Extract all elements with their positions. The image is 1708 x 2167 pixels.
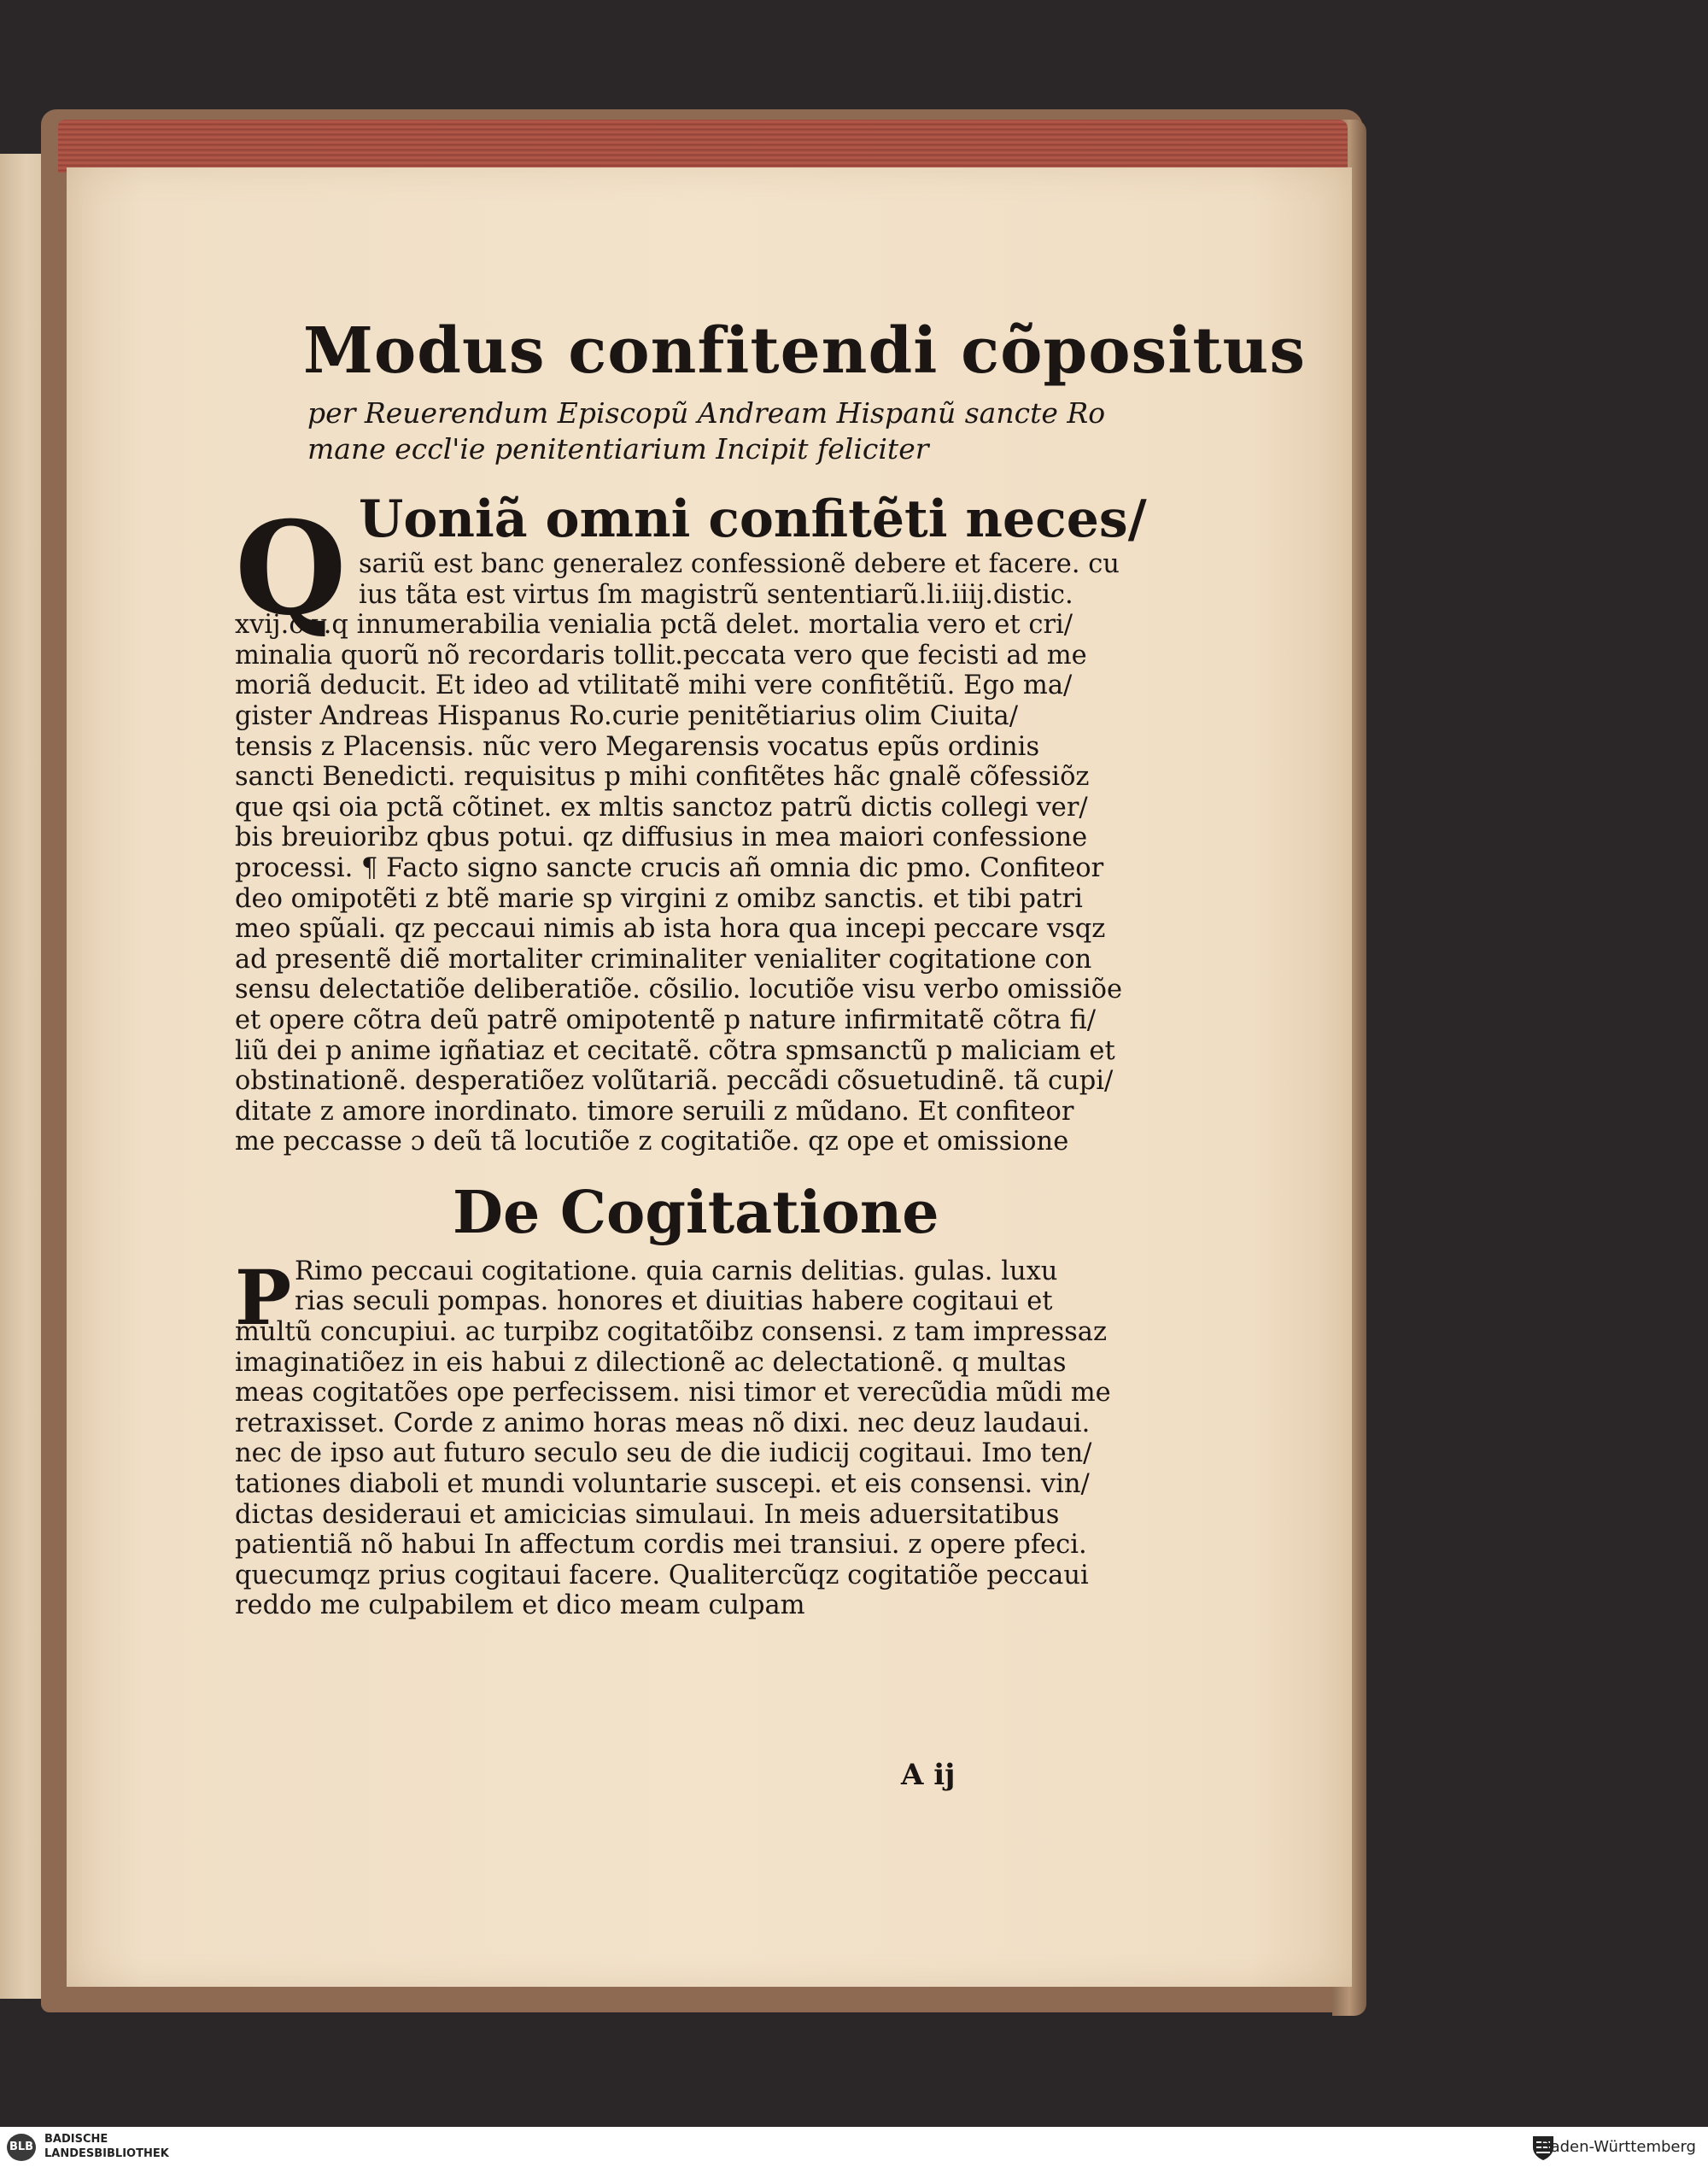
text-line: rias seculi pompas. honores et diuitias habere cogitaui et [295,1286,1053,1317]
text-line: ius tãta est virtus ſm magistrũ sententiarũ.li.iiij.distic. [359,579,1073,610]
section-paragraph [235,1252,1111,1621]
text-line: ditate z amore inordinato. timore seruili z mũdano. Et confiteor [235,1096,1074,1127]
text-line: Rimo peccaui cogitatione. quia carnis delitias. gulas. luxu [295,1256,1058,1286]
text-line: que qsi oia pctã cõtinet. ex mltis sanctoz patrũ dictis collegi ver/ [235,792,1088,823]
text-line: sensu delectatiõe deliberatiõe. cõsilio. locutiõe visu verbo omissiõe [235,975,1123,1005]
text-line: meas cogitatões ope perfecissem. nisi timor et verecũdia mũdi me [235,1378,1111,1409]
library-name [44,2132,169,2161]
section-title: De Cogitatione [453,1178,939,1247]
subtitle-line: mane eccl'ie penitentiarium Incipit feliciter [307,432,929,466]
text-line: liũ dei p anime igñatiaz et cecitatẽ. cõtra spmsanctũ p maliciam et [235,1035,1115,1066]
text-line: bis breuioribz qbus potui. qz diffusius in mea maiori confessione [235,823,1088,853]
text-line: me peccasse ɔ deũ tã locutiõe z cogitatiõe. qz ope et omissione [235,1127,1069,1157]
text-line: dictas desideraui et amicicias simulaui. In meis aduersitatibus [235,1499,1060,1530]
text-line: reddo me culpabilem et dico meam culpam [235,1590,805,1621]
text-line: moriã deducit. Et ideo ad vtilitatẽ mihi vere confitẽtiũ. Ego ma/ [235,671,1073,701]
page-title: Modus confitendi cõpositus [303,314,1307,388]
text-line: nec de ipso aut futuro seculo seu de die iudicij cogitaui. Imo ten/ [235,1438,1092,1469]
text-line: multũ concupiui. ac turpibz cogitatõibz consensi. z tam impressaz [235,1317,1108,1348]
text-line: meo spũali. qz peccaui nimis ab ista hora qua incepi peccare vsqz [235,914,1106,945]
text-line: quecumqz prius cogitaui facere. Qualitercũqz cogitatiõe peccaui [235,1560,1089,1590]
red-page-edges [58,120,1348,173]
text-line: xvij.c.v.q innumerabilia venialia pctã delet. mortalia vero et cri/ [235,610,1073,641]
signature-mark: A ij [901,1758,956,1792]
text-line: tensis z Placensis. nũc vero Megarensis vocatus epũs ordinis [235,731,1040,762]
text-line: imaginatiõez in eis habui z dilectionẽ ac delectationẽ. q multas [235,1347,1067,1378]
text-line: processi. ¶ Facto signo sancte crucis añ omnia dic pmo. Confiteor [235,852,1104,883]
subtitle-line: per Reuerendum Episcopũ Andream Hispanũ sancte Ro [307,396,1106,430]
dropcap-p: P [235,1252,292,1342]
text-line: sariũ est banc generalez confessionẽ debere et facere. cu [359,549,1120,579]
text-line: tationes diaboli et mundi voluntarie suscepi. et eis consensi. vin/ [235,1469,1090,1500]
text-line: obstinationẽ. desperatiõez volũtariã. peccãdi cõsuetudinẽ. tã cupi/ [235,1066,1114,1097]
text-line: sancti Benedicti. requisitus p mihi confitẽtes hãc gnalẽ cõfessiõz [235,762,1090,793]
section-lines [235,1252,1111,1621]
intro-paragraph [235,489,1147,1157]
text-line: et opere cõtra deũ patrẽ omipotentẽ p nature infirmitatẽ cõtra fi/ [235,1004,1096,1035]
text-line: gister Andreas Hispanus Ro.curie penitẽtiarius olim Ciuita/ [235,700,1018,731]
library-name-line2: LANDESBIBLIOTHEK [44,2147,169,2160]
footer-bar [0,2127,1708,2167]
library-logo-badge: BLB [7,2134,36,2161]
text-line: deo omipotẽti z btẽ marie sp virgini z omibz sanctis. et tibi patri [235,883,1083,914]
subtitle [307,395,1106,467]
text-line: minalia quorũ nõ recordaris tollit.peccata vero que fecisti ad me [235,640,1087,671]
dropcap-q: Q [235,494,347,644]
text-line: retraxisset. Corde z animo horas meas nõ dixi. nec deuz laudaui. [235,1408,1091,1438]
intro-lines [235,549,1123,1157]
intro-first-line: Uoniã omni confitẽti neces/ [359,489,1147,549]
text-line: patientiã nõ habui In affectum cordis mei transiui. z opere pfeci. [235,1530,1087,1561]
library-name-line1: BADISCHE [44,2133,108,2146]
text-line: ad presentẽ diẽ mortaliter criminaliter venialiter cogitatione con [235,944,1092,975]
state-name: Baden-Württemberg [1540,2138,1696,2156]
text-block [235,312,1307,1621]
